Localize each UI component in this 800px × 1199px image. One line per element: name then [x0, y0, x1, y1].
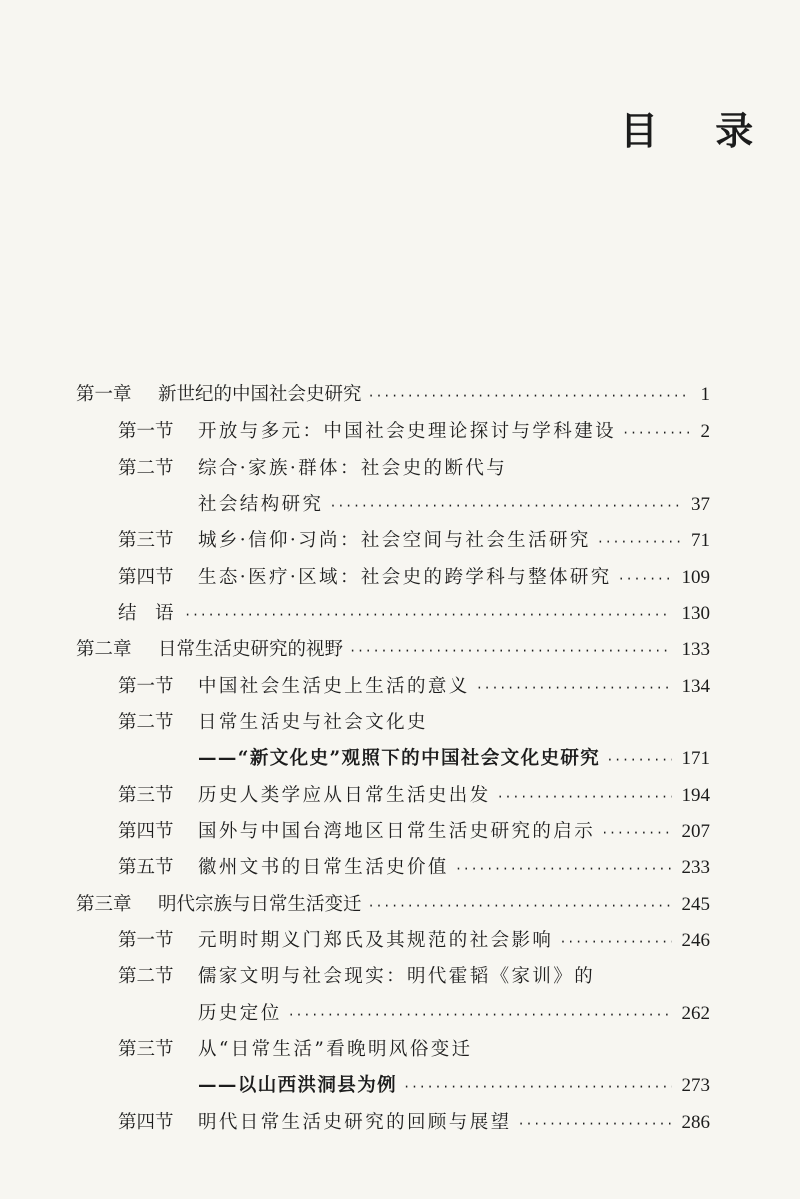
toc-entry-conclusion[interactable] [118, 597, 710, 631]
page-number: 245 [681, 894, 710, 915]
page-number: 37 [691, 494, 710, 515]
toc-entry-section[interactable] [118, 452, 710, 486]
section-title: 开放与多元：中国社会史理论探讨与学科建设 [198, 421, 617, 442]
section-number: 第三节 [118, 530, 174, 551]
leader-dots [497, 780, 672, 814]
section-number: 第二节 [118, 458, 174, 479]
section-number: 第一节 [118, 930, 174, 951]
section-number: 第二节 [118, 966, 174, 987]
page-number: 246 [681, 930, 710, 951]
leader-dots [455, 852, 672, 886]
section-title-continued: 社会结构研究 [198, 494, 324, 515]
leader-dots [618, 562, 672, 596]
section-number: 第三节 [118, 1039, 174, 1060]
toc-entry-continuation[interactable] [198, 742, 710, 776]
toc-entry-section[interactable] [118, 815, 710, 849]
page-number: 1 [700, 384, 710, 405]
leader-dots [559, 925, 671, 959]
leader-dots [622, 416, 690, 450]
chapter-title: 明代宗族与日常生活变迁 [158, 894, 362, 915]
section-number: 第三节 [118, 785, 174, 806]
page-number: 133 [681, 639, 710, 660]
leader-dots [368, 379, 691, 413]
section-title: 元明时期义门郑氏及其规范的社会影响 [198, 930, 554, 951]
leader-dots [368, 889, 672, 923]
page-title: 目 录 [620, 109, 776, 153]
section-title: 中国社会生活史上生活的意义 [198, 676, 470, 697]
toc-entry-continuation[interactable] [198, 997, 710, 1031]
section-title-continued: 历史定位 [198, 1003, 282, 1024]
toc-entry-section[interactable] [118, 415, 710, 449]
section-title: 历史人类学应从日常生活史出发 [198, 785, 491, 806]
leader-dots [518, 1107, 672, 1141]
toc-entry-section[interactable] [118, 706, 710, 740]
leader-dots [476, 671, 672, 705]
leader-dots [601, 816, 671, 850]
toc-entry-continuation[interactable] [198, 488, 710, 522]
leader-dots [184, 598, 672, 632]
chapter-number: 第二章 [76, 639, 132, 660]
toc-entry-chapter-1[interactable] [76, 378, 710, 412]
section-title: 徽州文书的日常生活史价值 [198, 857, 449, 878]
section-title: 日常生活史与社会文化史 [198, 712, 428, 733]
toc-entry-section[interactable] [118, 924, 710, 958]
chapter-number: 第一章 [76, 384, 132, 405]
page-number: 273 [681, 1075, 710, 1096]
section-number: 第五节 [118, 857, 174, 878]
page-number: 109 [681, 567, 710, 588]
page-number: 233 [681, 857, 710, 878]
section-number: 第四节 [118, 821, 174, 842]
section-number: 结 语 [118, 603, 174, 624]
page-number: 286 [681, 1112, 710, 1133]
toc-entry-chapter-3[interactable] [76, 888, 710, 922]
page-number: 2 [700, 421, 710, 442]
section-number: 第一节 [118, 676, 174, 697]
section-number: 第二节 [118, 712, 174, 733]
toc-entry-section[interactable] [118, 1033, 710, 1067]
chapter-title: 日常生活史研究的视野 [158, 639, 344, 660]
page-number: 71 [691, 530, 710, 551]
toc-entry-section[interactable] [118, 851, 710, 885]
toc-entry-section[interactable] [118, 779, 710, 813]
section-title: 生态·医疗·区域：社会史的跨学科与整体研究 [198, 567, 612, 588]
toc-entry-section[interactable] [118, 960, 710, 994]
section-title: 从“日常生活”看晚明风俗变迁 [198, 1039, 473, 1060]
toc-entry-continuation[interactable] [198, 1069, 710, 1103]
section-number: 第四节 [118, 1112, 174, 1133]
section-number: 第一节 [118, 421, 174, 442]
page-number: 134 [681, 676, 710, 697]
page-number: 194 [681, 785, 710, 806]
section-title: 城乡·信仰·习尚：社会空间与社会生活研究 [198, 530, 591, 551]
page-number: 262 [681, 1003, 710, 1024]
section-title: 儒家文明与社会现实：明代霍韬《家训》的 [198, 966, 596, 987]
section-title: 国外与中国台湾地区日常生活史研究的启示 [198, 821, 596, 842]
toc-entry-chapter-2[interactable] [76, 633, 710, 667]
leader-dots [597, 525, 681, 559]
leader-dots [288, 998, 672, 1032]
toc-entry-section[interactable] [118, 561, 710, 595]
leader-dots [329, 489, 681, 523]
section-subtitle: ——以山西洪洞县为例 [198, 1075, 398, 1096]
leader-dots [349, 634, 671, 668]
page-number: 207 [681, 821, 710, 842]
section-title: 明代日常生活史研究的回顾与展望 [198, 1112, 512, 1133]
toc-entry-section[interactable] [118, 524, 710, 558]
section-subtitle: ——“新文化史”观照下的中国社会文化史研究 [198, 748, 601, 769]
leader-dots [606, 743, 671, 777]
chapter-number: 第三章 [76, 894, 132, 915]
leader-dots [403, 1070, 671, 1104]
toc-entry-section[interactable] [118, 670, 710, 704]
chapter-title: 新世纪的中国社会史研究 [158, 384, 362, 405]
toc-entry-section[interactable] [118, 1106, 710, 1140]
page-number: 130 [681, 603, 710, 624]
page-number: 171 [681, 748, 710, 769]
section-title: 综合·家族·群体：社会史的断代与 [198, 458, 508, 479]
section-number: 第四节 [118, 567, 174, 588]
